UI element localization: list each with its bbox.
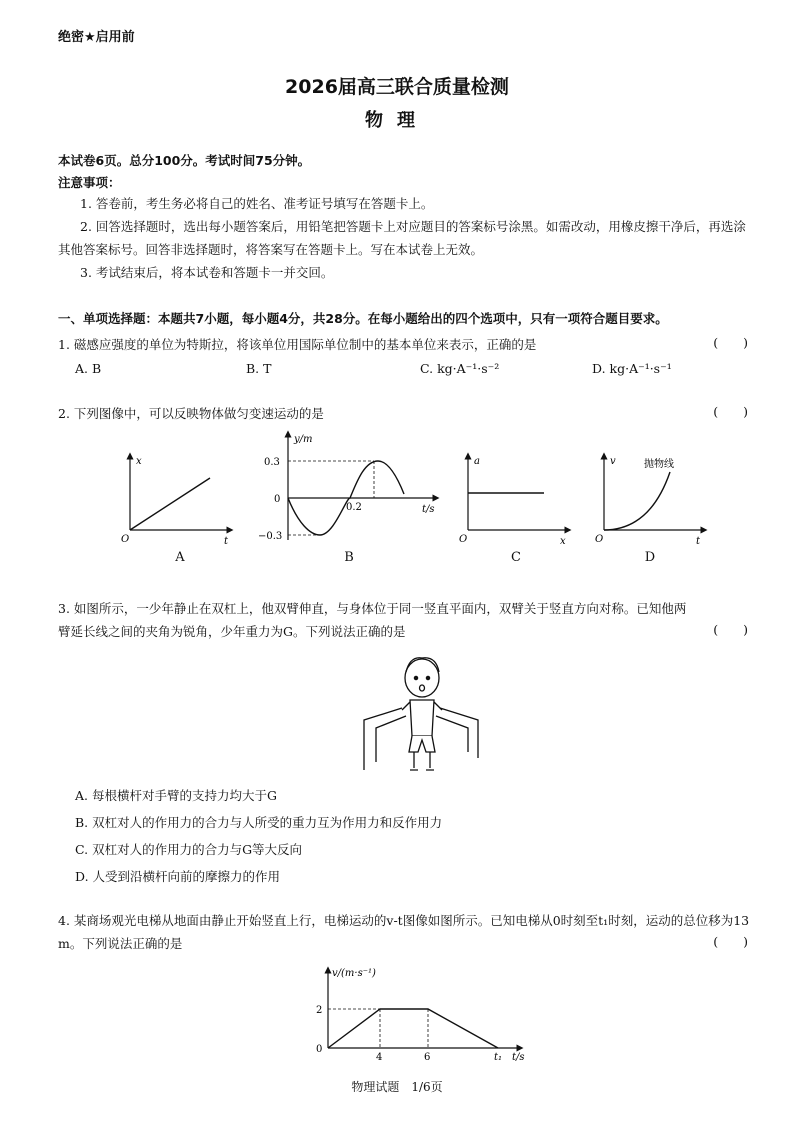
y-tick-zero: 0 — [274, 494, 281, 505]
question-2-stem: 2. 下列图像中，可以反映物体做匀变速运动的是 — [58, 406, 324, 421]
question-3-stem: 3. 如图所示，一少年静止在双杠上，他双臂伸直，与身体位于同一竖直平面内，双臂关于竖直方向对称。已知他两臂延长线之间的夹角为锐角，少年重力为G。下列说法正确的是 — [58, 601, 687, 639]
bar-left-back — [376, 716, 406, 762]
y-label: v — [610, 456, 616, 467]
curve-label: 抛物线 — [644, 459, 674, 470]
y-tick: 2 — [316, 1005, 323, 1016]
confidential-mark: 绝密★启用前 — [58, 30, 135, 45]
y-label: a — [474, 456, 480, 467]
x-label: x — [560, 536, 566, 547]
x-label: t/s — [512, 1052, 525, 1063]
q1-option-d: D. kg·A⁻¹·s⁻¹ — [592, 361, 672, 376]
boy-arm-right — [434, 702, 442, 710]
boy-eye-right — [426, 676, 429, 679]
y-tick-top: 0.3 — [264, 457, 280, 468]
notice-title: 注意事项： — [58, 175, 121, 190]
q3-option-b: B. 双杠对人的作用力的合力与人所受的重力互为作用力和反作用力 — [75, 815, 443, 830]
notice-item-2: 2. 回答选择题时，选出每小题答案后，用铅笔把答题卡上对应题目的答案标号涂黑。如需改动，用橡皮擦干净后，再选涂其他答案标号。回答非选择题时，将答案写在答题卡上。写在本试卷上无效。 — [58, 219, 746, 257]
graph-c — [454, 450, 576, 550]
boy-arm-left — [402, 702, 410, 710]
origin-label: 0 — [316, 1044, 323, 1055]
boy-body — [410, 700, 434, 736]
graph-d — [592, 450, 714, 550]
question-1-stem: 1. 磁感应强度的单位为特斯拉，将该单位用国际单位制中的基本单位来表示，正确的是 — [58, 337, 537, 352]
y-label: y/m — [294, 434, 313, 445]
origin-label: O — [459, 534, 468, 545]
x-label: t/s — [422, 504, 435, 515]
parabola-curve — [604, 472, 670, 530]
graph-c-caption: C — [511, 550, 521, 565]
x-tick-6: 6 — [424, 1052, 431, 1063]
answer-paren: ( ) — [713, 404, 748, 419]
origin-label: O — [595, 534, 604, 545]
parallel-bars-illustration — [362, 652, 487, 774]
notice-item-3: 3. 考试结束后，将本试卷和答题卡一并交回。 — [80, 265, 334, 280]
section-heading: 一、单项选择题：本题共7小题，每小题4分，共28分。在每小题给出的四个选项中，只有一项符合题目要求。 — [58, 311, 668, 326]
boy-legs — [414, 752, 430, 768]
bar-right-front — [440, 708, 478, 758]
x-label: t — [224, 536, 229, 547]
x-tick-t1: t₁ — [494, 1052, 503, 1063]
y-label: v/(m·s⁻¹) — [332, 968, 376, 979]
graph-a-caption: A — [175, 550, 185, 565]
vt-line — [328, 1009, 498, 1048]
q1-option-a: A. B — [75, 361, 102, 376]
x-tick-4: 4 — [376, 1052, 383, 1063]
notice-item-1: 1. 答卷前，考生务必将自己的姓名、准考证号填写在答题卡上。 — [80, 196, 434, 211]
page-footer: 物理试题 1/6页 — [351, 1080, 443, 1094]
origin-label: O — [121, 534, 130, 545]
answer-paren: ( ) — [713, 335, 748, 350]
answer-paren: ( ) — [713, 934, 748, 949]
q1-option-b: B. T — [246, 361, 272, 376]
y-label: x — [136, 456, 142, 467]
x-tick: 0.2 — [346, 502, 362, 513]
answer-paren: ( ) — [713, 622, 748, 637]
q1-option-c: C. kg·A⁻¹·s⁻² — [420, 361, 500, 376]
vt-graph — [306, 962, 538, 1066]
q3-option-d: D. 人受到沿横杆向前的摩擦力的作用 — [75, 869, 281, 884]
graph-a — [118, 450, 240, 550]
exam-title: 2026届高三联合质量检测 — [285, 76, 509, 98]
q3-option-a: A. 每根横杆对手臂的支持力均大于G — [75, 788, 277, 803]
exam-info: 本试卷6页。总分100分。考试时间75分钟。 — [58, 153, 311, 168]
boy-eye-left — [414, 676, 417, 679]
bar-right-back — [436, 716, 468, 752]
subject-title: 物理 — [365, 110, 429, 131]
graph-b — [254, 428, 444, 550]
x-label: t — [696, 536, 701, 547]
q3-option-c: C. 双杠对人的作用力的合力与G等大反向 — [75, 842, 303, 857]
y-tick-bottom: −0.3 — [258, 531, 283, 542]
graph-d-caption: D — [644, 550, 656, 565]
graph-line — [130, 478, 210, 530]
question-4-stem: 4. 某商场观光电梯从地面由静止开始竖直上行，电梯运动的v-t图像如图所示。已知电梯从0时刻至t₁时刻，运动的总位移为13 m。下列说法正确的是 — [58, 913, 750, 951]
boy-shorts — [409, 736, 435, 752]
bar-left-front — [364, 708, 402, 770]
graph-b-caption: B — [344, 550, 354, 565]
